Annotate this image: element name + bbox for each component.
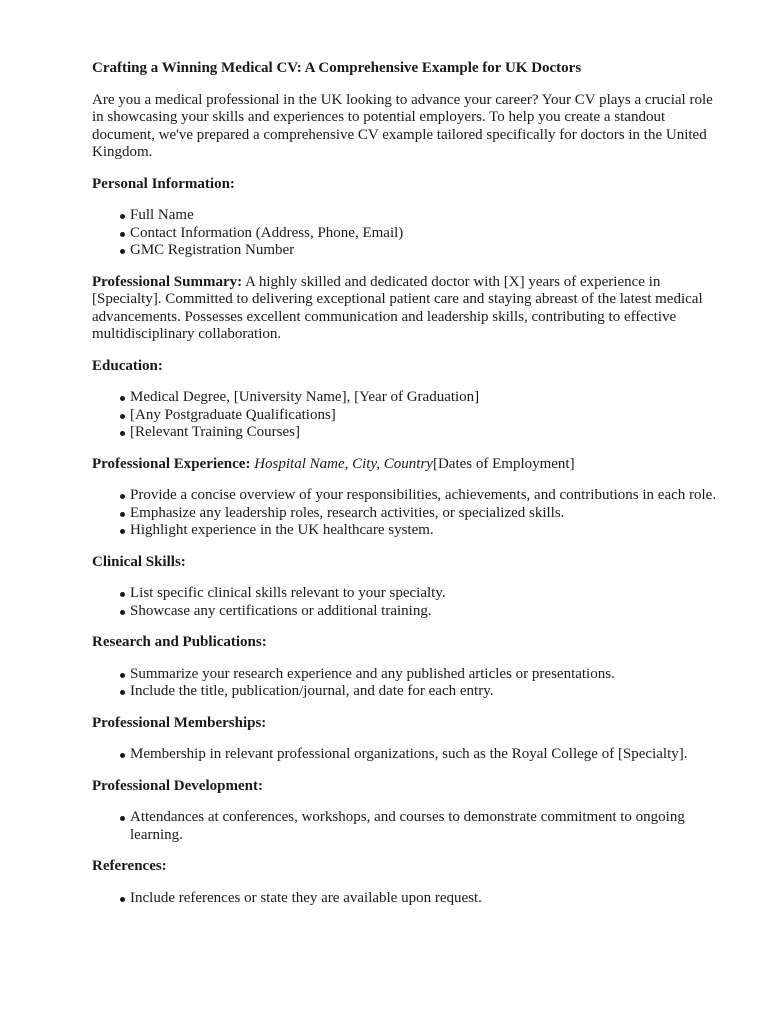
bullet-icon	[120, 690, 125, 695]
personal-list	[92, 207, 722, 260]
memberships-list	[92, 746, 722, 764]
bullet-icon	[120, 214, 125, 219]
bullet-icon	[120, 232, 125, 237]
bullet-icon	[120, 512, 125, 517]
list-item: List specific clinical skills relevant to your specialty.	[92, 585, 722, 603]
list-item: [Any Postgraduate Qualifications]	[92, 407, 722, 425]
list-item: Provide a concise overview of your responsibilities, achievements, and contributions in each role.	[92, 487, 722, 505]
bullet-icon	[120, 249, 125, 254]
research-heading: Research and Publications:	[92, 634, 267, 650]
bullet-icon	[120, 816, 125, 821]
bullet-icon	[120, 897, 125, 902]
summary-paragraph	[92, 274, 722, 344]
bullet-icon	[120, 414, 125, 419]
bullet-icon	[120, 529, 125, 534]
list-item: Include references or state they are available upon request.	[92, 890, 722, 908]
list-item: GMC Registration Number	[92, 242, 722, 260]
experience-list	[92, 487, 722, 540]
research-list	[92, 666, 722, 701]
list-item: [Relevant Training Courses]	[92, 424, 722, 442]
document-page	[92, 60, 722, 921]
clinical-list	[92, 585, 722, 620]
personal-heading: Personal Information:	[92, 175, 235, 192]
bullet-icon	[120, 592, 125, 597]
list-item: Medical Degree, [University Name], [Year of Graduation]	[92, 389, 722, 407]
list-item: Contact Information (Address, Phone, Email)	[92, 225, 722, 243]
list-item: Emphasize any leadership roles, research activities, or specialized skills.	[92, 505, 722, 523]
list-item: Membership in relevant professional organizations, such as the Royal College of [Specialty].	[92, 746, 722, 764]
education-list	[92, 389, 722, 442]
list-item: Include the title, publication/journal, and date for each entry.	[92, 683, 722, 701]
list-item: Attendances at conferences, workshops, and courses to demonstrate commitment to ongoing learning.	[92, 809, 722, 844]
clinical-heading: Clinical Skills:	[92, 553, 186, 570]
references-list	[92, 890, 722, 908]
development-list	[92, 809, 722, 844]
document-title: Crafting a Winning Medical CV: A Comprehensive Example for UK Doctors	[92, 60, 582, 76]
list-item: Summarize your research experience and any published articles or presentations.	[92, 666, 722, 684]
list-item: Full Name	[92, 207, 722, 225]
list-item: Highlight experience in the UK healthcare system.	[92, 522, 722, 540]
summary-text: A highly skilled and dedicated doctor with [X] years of experience in [Specialty]. Committed to delivering exceptional patient care and staying abreast of the latest medical advancements. Possesses excellent communication and leadership skills, contributing to effective multidisciplinary collaboration.	[92, 273, 703, 342]
development-heading: Professional Development:	[92, 777, 263, 794]
education-heading: Education:	[92, 357, 163, 374]
experience-dates: [Dates of Employment]	[432, 455, 575, 472]
list-item: Showcase any certifications or additional training.	[92, 603, 722, 621]
summary-heading: Professional Summary:	[92, 273, 243, 290]
bullet-icon	[120, 610, 125, 615]
references-heading: References:	[92, 858, 167, 874]
experience-location: Hospital Name, City, Country	[254, 455, 433, 472]
bullet-icon	[120, 753, 125, 758]
experience-line	[92, 456, 722, 474]
bullet-icon	[120, 431, 125, 436]
bullet-icon	[120, 673, 125, 678]
memberships-heading: Professional Memberships:	[92, 714, 267, 731]
experience-heading: Professional Experience:	[92, 455, 251, 472]
intro-paragraph: Are you a medical professional in the UK looking to advance your career? Your CV plays a crucial role in showcasing your skills and experiences to potential employers. To help you create a standout document, we've prepared a comprehensive CV example tailored specifically for doctors in the United Kingdom.	[92, 91, 713, 160]
bullet-icon	[120, 396, 125, 401]
bullet-icon	[120, 494, 125, 499]
